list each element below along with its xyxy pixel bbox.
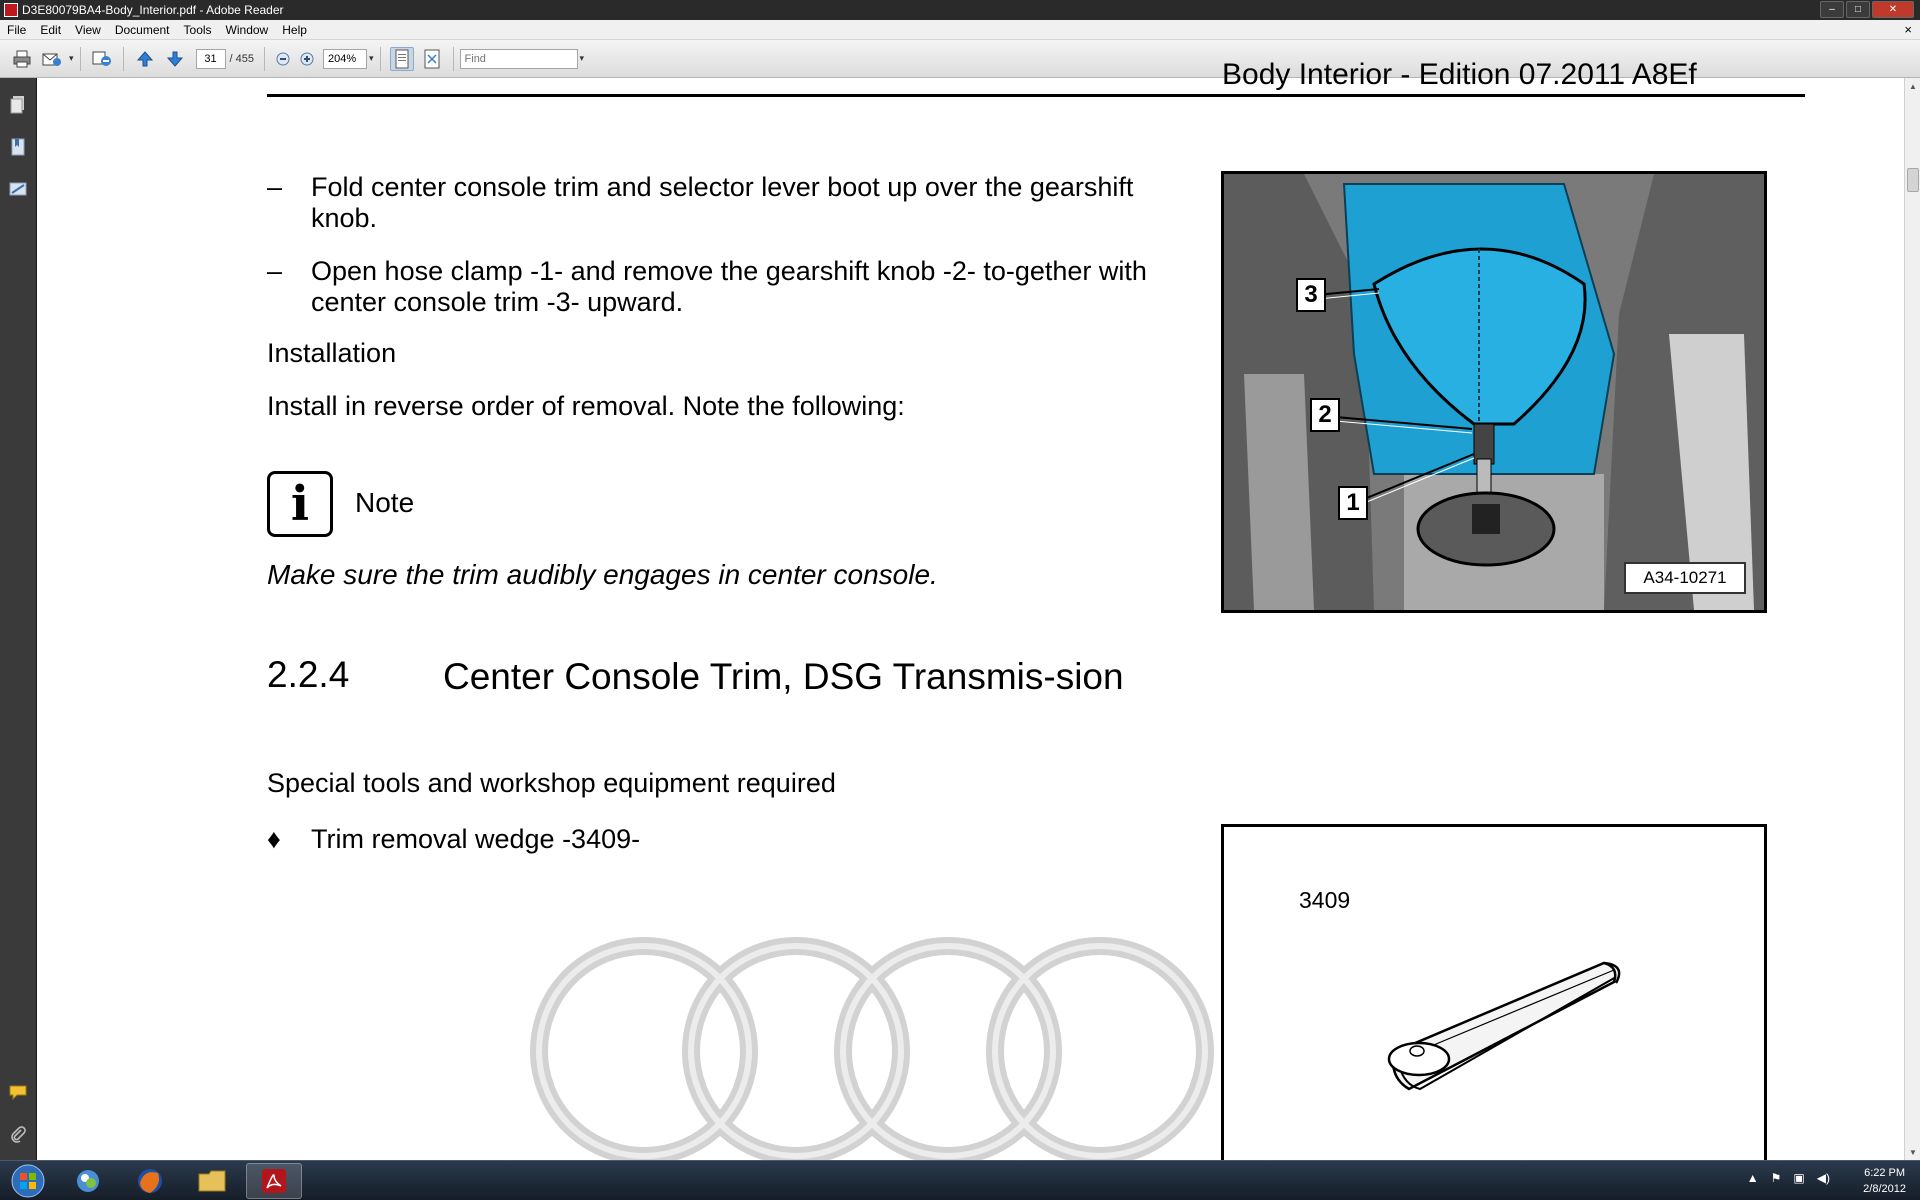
zoom-in-icon xyxy=(299,51,315,67)
zoom-out-icon xyxy=(275,51,291,67)
clock-date: 2/8/2012 xyxy=(1863,1183,1906,1195)
callout-label-2: 2 xyxy=(1310,398,1340,432)
clock-time: 6:22 PM xyxy=(1864,1167,1906,1179)
menu-document[interactable]: Document xyxy=(114,22,170,37)
note-label: Note xyxy=(355,487,415,518)
window-title: D3E80079BA4-Body_Interior.pdf - Adobe Reader xyxy=(22,3,284,17)
previous-page-button[interactable] xyxy=(133,47,157,71)
step-item xyxy=(267,172,1147,234)
volume-icon[interactable]: ◀) xyxy=(1816,1171,1830,1185)
minimize-button[interactable]: – xyxy=(1820,1,1844,18)
network-icon[interactable]: ▣ xyxy=(1793,1171,1805,1185)
arrow-up-icon xyxy=(136,50,154,68)
zoom-out-button[interactable] xyxy=(274,47,292,71)
menu-bar xyxy=(0,20,1920,40)
menu-view[interactable]: View xyxy=(75,22,101,37)
pages-icon xyxy=(9,95,27,115)
bullet-glyph: ♦ xyxy=(267,824,281,854)
fit-page-icon xyxy=(423,49,441,69)
step-text: Open hose clamp -1- and remove the gearshift knob -2- to-gether with center console trim -3- upward. xyxy=(311,256,1147,317)
window-controls xyxy=(1820,1,1914,18)
taskbar-app-explorer[interactable] xyxy=(184,1163,240,1199)
gearshift-figure xyxy=(1221,171,1767,613)
attachments-button[interactable] xyxy=(8,1124,28,1146)
fit-page-button[interactable] xyxy=(420,47,444,71)
toolbar-separator xyxy=(264,47,265,71)
gearshift-illustration xyxy=(1224,174,1764,610)
signatures-button[interactable] xyxy=(8,178,28,200)
taskbar-app-firefox[interactable] xyxy=(122,1163,178,1199)
zoom-in-button[interactable] xyxy=(298,47,316,71)
printer-icon xyxy=(12,49,32,69)
scrolling-mode-button[interactable] xyxy=(390,47,414,71)
navigation-panel xyxy=(0,78,37,1160)
installation-heading: Installation xyxy=(267,338,397,368)
find-dropdown-icon[interactable]: ▾ xyxy=(579,53,585,63)
scroll-page-icon xyxy=(394,49,410,69)
page-header: Body Interior - Edition 07.2011 A8Ef xyxy=(1222,58,1697,91)
toolbar-separator xyxy=(453,47,454,71)
toolbar-separator xyxy=(123,47,124,71)
info-glyph: i xyxy=(290,476,310,532)
page-thumbnails-button[interactable] xyxy=(8,94,28,116)
paperclip-icon xyxy=(9,1125,27,1145)
comments-button[interactable] xyxy=(8,1082,28,1104)
taskbar xyxy=(0,1160,1920,1200)
tool-figure xyxy=(1221,824,1767,1184)
maximize-button[interactable]: □ xyxy=(1846,1,1870,18)
scroll-down-arrow-icon[interactable]: ▼ xyxy=(1909,1147,1917,1157)
section-title: Center Console Trim, DSG Transmis-sion xyxy=(443,656,1124,697)
bookmark-icon xyxy=(9,137,27,157)
zoom-input[interactable] xyxy=(323,49,367,69)
figure-code: A34-10271 xyxy=(1624,562,1746,594)
section-number: 2.2.4 xyxy=(267,654,350,695)
envelope-print-icon xyxy=(41,49,63,69)
menu-help[interactable]: Help xyxy=(282,22,307,37)
page-number-input[interactable] xyxy=(196,49,226,69)
system-tray xyxy=(1747,1171,1830,1185)
tool-list-item xyxy=(267,824,640,855)
start-button[interactable] xyxy=(4,1163,52,1199)
arrow-down-icon xyxy=(166,50,184,68)
show-hidden-icons-icon[interactable]: ▲ xyxy=(1746,1171,1759,1185)
adobe-reader-icon xyxy=(260,1167,288,1195)
required-heading: Special tools and workshop equipment required xyxy=(267,768,836,798)
action-center-flag-icon[interactable]: ⚑ xyxy=(1770,1171,1782,1185)
tool-name: Trim removal wedge -3409- xyxy=(311,824,641,854)
collaborate-icon xyxy=(91,49,113,69)
page-total: / 455 xyxy=(229,52,254,65)
menu-window[interactable]: Window xyxy=(225,22,269,37)
menu-edit[interactable]: Edit xyxy=(40,22,62,37)
close-button[interactable]: ✕ xyxy=(1872,1,1914,18)
share-dropdown-icon[interactable]: ▾ xyxy=(69,53,74,63)
header-rule xyxy=(267,94,1805,97)
step-text: Fold center console trim and selector lever boot up over the gearshift knob. xyxy=(311,172,1134,233)
callout-label-1: 1 xyxy=(1338,486,1368,520)
messenger-icon xyxy=(74,1167,102,1195)
window-title-bar xyxy=(0,0,1920,20)
brand-watermark xyxy=(524,931,1244,1171)
comment-icon xyxy=(8,1084,28,1102)
signature-icon xyxy=(8,179,28,199)
firefox-icon xyxy=(136,1167,164,1195)
toolbar-separator xyxy=(80,47,81,71)
step-item xyxy=(267,256,1147,318)
windows-logo-icon xyxy=(11,1164,45,1198)
menu-file[interactable]: File xyxy=(7,22,27,37)
scrollbar-thumb[interactable] xyxy=(1907,168,1919,192)
scroll-up-arrow-icon[interactable]: ▲ xyxy=(1909,81,1917,91)
taskbar-app-messenger[interactable] xyxy=(60,1163,116,1199)
step-dash: – xyxy=(267,256,283,286)
step-dash: – xyxy=(267,172,283,202)
note-info-icon xyxy=(267,471,333,537)
tool-code: 3409 xyxy=(1299,887,1351,913)
share-button[interactable] xyxy=(40,47,64,71)
folder-icon xyxy=(197,1168,227,1194)
system-clock[interactable] xyxy=(1863,1165,1906,1197)
find-input[interactable] xyxy=(460,49,578,69)
callout-label-3: 3 xyxy=(1296,278,1326,312)
document-close-button[interactable]: × xyxy=(1904,22,1912,37)
trim-wedge-illustration xyxy=(1224,827,1764,1167)
installation-text: Install in reverse order of removal. Note the following: xyxy=(267,391,905,421)
next-page-button[interactable] xyxy=(163,47,187,71)
adobe-reader-icon xyxy=(4,3,18,17)
taskbar-app-adobe-reader[interactable] xyxy=(246,1163,302,1199)
bookmarks-button[interactable] xyxy=(8,136,28,158)
zoom-dropdown-icon[interactable]: ▾ xyxy=(369,53,374,63)
collaborate-button[interactable] xyxy=(90,47,114,71)
vertical-scrollbar[interactable] xyxy=(1904,78,1920,1160)
menu-tools[interactable]: Tools xyxy=(183,22,212,37)
toolbar-separator xyxy=(380,47,381,71)
note-text: Make sure the trim audibly engages in center console. xyxy=(267,559,938,590)
print-button[interactable] xyxy=(10,47,34,71)
